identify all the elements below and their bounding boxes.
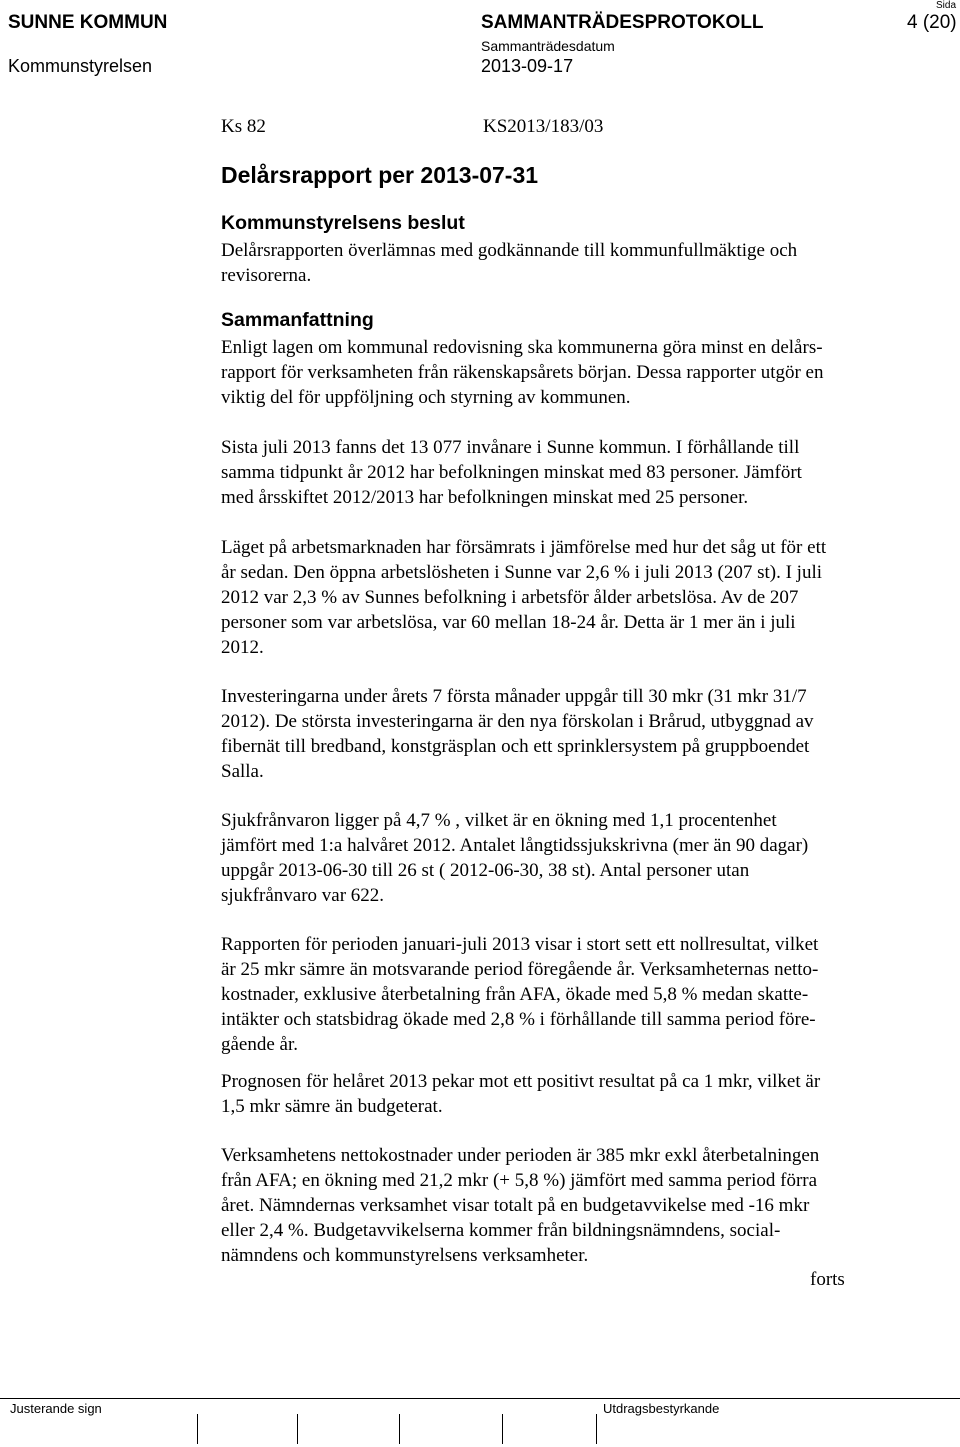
summary-paragraph: [221, 684, 921, 784]
document-title: Delårsrapport per 2013-07-31: [221, 162, 539, 188]
summary-paragraph: [221, 435, 921, 510]
summary-paragraph: [221, 535, 921, 660]
meeting-date: 2013-09-17: [481, 56, 574, 76]
continued-marker: forts: [810, 1269, 845, 1290]
text-line: nämndens och kommunstyrelsens verksamheter.: [221, 1245, 589, 1266]
text-line: Rapporten för perioden januari-juli 2013 visar i stort sett ett nollresultat, vilket: [221, 934, 819, 955]
text-line: eller 2,4 %. Budgetavvikelserna kommer från bildningsnämndens, social-: [221, 1220, 781, 1241]
signature-box-divider: [596, 1414, 597, 1444]
adjuster-sign-label: Justerande sign: [10, 1401, 102, 1416]
signature-box-divider: [197, 1414, 198, 1444]
text-line: Enligt lagen om kommunal redovisning ska kommunerna göra minst en delårs-: [221, 337, 823, 358]
text-line: Läget på arbetsmarknaden har försämrats i jämförelse med hur det såg ut för ett: [221, 537, 827, 558]
text-line: intäkter och statsbidrag ökade med 2,8 % i förhållande till samma period före-: [221, 1009, 816, 1030]
case-line: [221, 116, 603, 138]
text-line: Sista juli 2013 fanns det 13 077 invånare i Sunne kommun. I förhållande till: [221, 437, 800, 458]
case-reference: KS2013/183/03: [483, 116, 604, 137]
text-line: 1,5 mkr sämre än budgeterat.: [221, 1096, 443, 1117]
signature-footer: [0, 1398, 960, 1447]
paragraph-number: Ks 82: [221, 116, 266, 137]
signature-box-divider: [502, 1414, 503, 1444]
footer-divider: [0, 1398, 960, 1399]
text-line: året. Nämndernas verksamhet visar totalt på en budgetavvikelse med -16 mkr: [221, 1195, 810, 1216]
text-line: viktig del för uppföljning och styrning av kommunen.: [221, 387, 631, 408]
summary-paragraph: [221, 808, 921, 908]
text-line: med årsskiftet 2012/2013 har befolkningen minskat med 25 personer.: [221, 487, 749, 508]
extract-certifier-label: Utdragsbestyrkande: [603, 1401, 720, 1416]
page-number: 4 (20): [907, 12, 957, 33]
summary-paragraph: [221, 1069, 921, 1119]
text-line: Salla.: [221, 761, 264, 782]
text-line: rapport för verksamheten från räkenskapsårets början. Dessa rapporter utgör en: [221, 362, 824, 383]
meeting-date-label: Sammanträdesdatum: [481, 38, 615, 54]
text-line: gående år.: [221, 1034, 299, 1055]
text-line: revisorerna.: [221, 265, 312, 286]
text-line: Sjukfrånvaron ligger på 4,7 % , vilket är en ökning med 1,1 procentenhet: [221, 810, 777, 831]
text-line: Verksamhetens nettokostnader under perioden är 385 mkr exkl återbetalningen: [221, 1145, 820, 1166]
summary-heading: Sammanfattning: [221, 309, 374, 331]
text-line: personer som var arbetslösa, var 60 mellan 18-24 år. Detta är 1 mer än i juli: [221, 612, 796, 633]
decision-heading: Kommunstyrelsens beslut: [221, 212, 465, 234]
summary-paragraph: [221, 1143, 921, 1268]
text-line: kostnader, exklusive återbetalning från AFA, ökade med 5,8 % medan skatte-: [221, 984, 809, 1005]
text-line: Delårsrapporten överlämnas med godkännande till kommunfullmäktige och: [221, 240, 798, 261]
text-line: sjukfrånvaro var 622.: [221, 885, 385, 906]
text-line: 2012). De största investeringarna är den nya förskolan i Brårud, utbyggnad av: [221, 711, 814, 732]
text-line: Prognosen för helåret 2013 pekar mot ett positivt resultat på ca 1 mkr, vilket är: [221, 1071, 821, 1092]
text-line: uppgår 2013-06-30 till 26 st ( 2012-06-30, 38 st). Antal personer utan: [221, 860, 750, 881]
decision-text: [221, 238, 921, 288]
summary-paragraph: [221, 932, 921, 1057]
text-line: 2012 var 2,3 % av Sunnes befolkning i arbetsför ålder arbetslösa. Av de 207: [221, 587, 799, 608]
text-line: Investeringarna under årets 7 första månader uppgår till 30 mkr (31 mkr 31/7: [221, 686, 807, 707]
text-line: fibernät till bredband, konstgräsplan och ett sprinklersystem på gruppboendet: [221, 736, 810, 757]
text-line: är 25 mkr sämre än motsvarande period föregående år. Verksamheternas netto-: [221, 959, 819, 980]
document-type: SAMMANTRÄDESPROTOKOLL: [481, 12, 764, 33]
text-line: 2012.: [221, 637, 264, 658]
summary-paragraph: [221, 335, 921, 410]
text-line: från AFA; en ökning med 21,2 mkr (+ 5,8 %) jämfört med samma period förra: [221, 1170, 818, 1191]
signature-box-divider: [297, 1414, 298, 1444]
text-line: år sedan. Den öppna arbetslösheten i Sunne var 2,6 % i juli 2013 (207 st). I juli: [221, 562, 823, 583]
organization-name: SUNNE KOMMUN: [8, 12, 168, 33]
page-label: Sida: [936, 0, 957, 11]
department-name: Kommunstyrelsen: [8, 56, 153, 76]
text-line: jämfört med 1:a halvåret 2012. Antalet långtidssjukskrivna (mer än 90 dagar): [221, 835, 809, 856]
text-line: samma tidpunkt år 2012 har befolkningen minskat med 83 personer. Jämfört: [221, 462, 802, 483]
signature-box-divider: [399, 1414, 400, 1444]
